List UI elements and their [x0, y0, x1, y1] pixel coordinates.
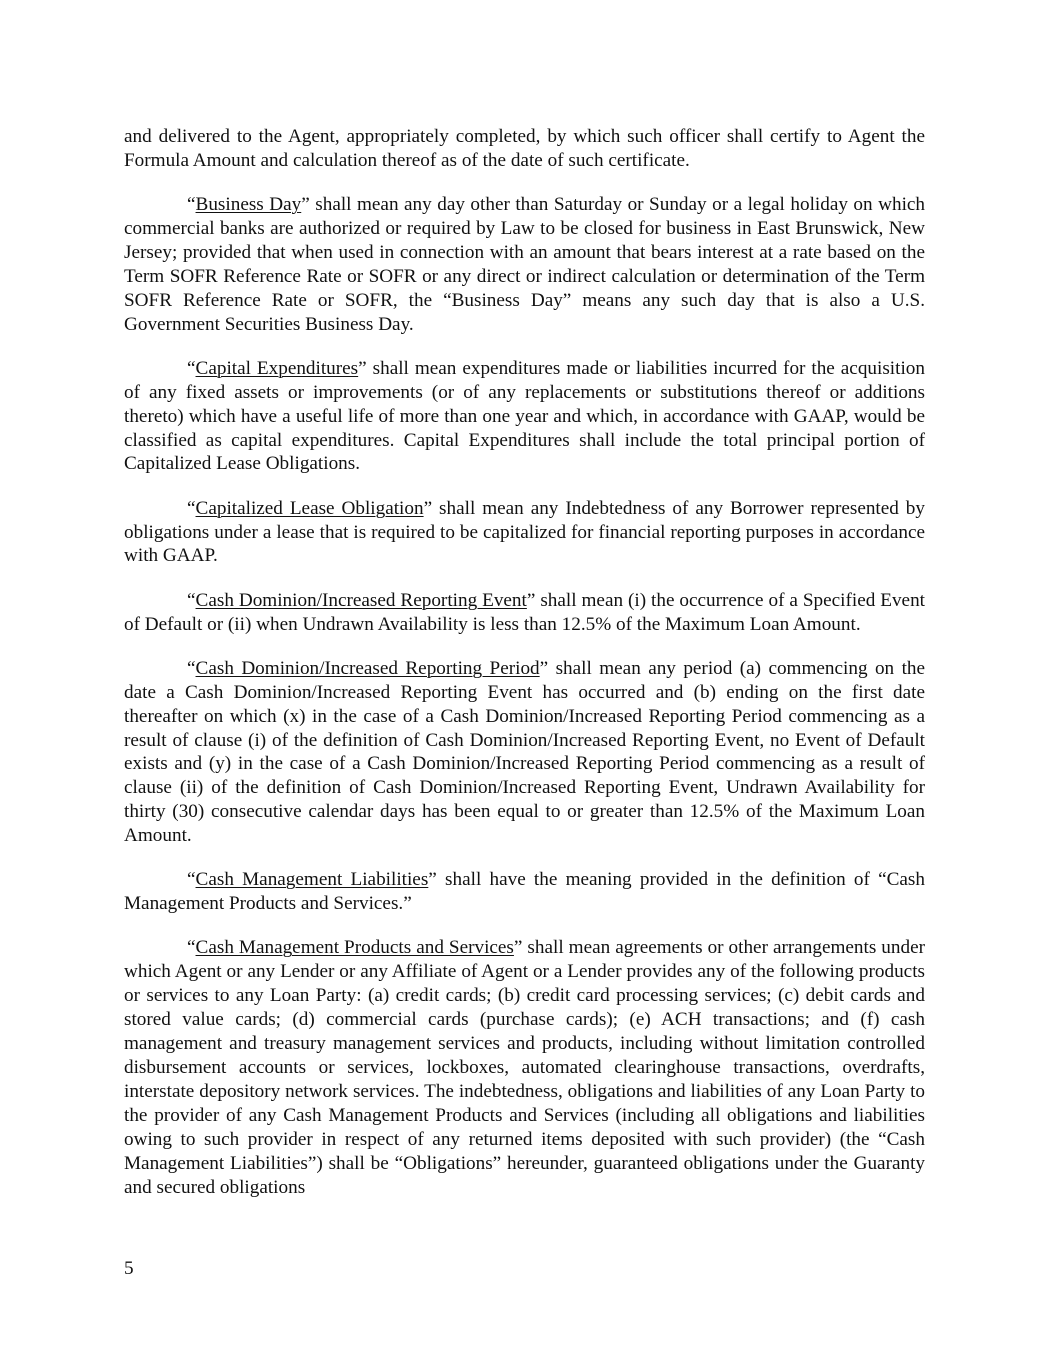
defined-term: Capital Expenditures	[195, 357, 359, 379]
definition-capital-expenditures: “Capital Expenditures” shall mean expenditures made or liabilities incurred for the acquisition of any fixed assets or improvements (or of any replacements or substitutions thereof or additions thereto) which have a useful life of more than one year and which, in accordance with GAAP, would be classified as capital expenditures. Capital Expenditures shall include the total principal portion of Capitalized Lease Obligations.	[124, 357, 925, 475]
definition-business-day: “Business Day” shall mean any day other than Saturday or Sunday or a legal holiday on which commercial banks are authorized or required by Law to be closed for business in East Brunswick, New Jersey; provided that when used in connection with an amount that bears interest at a rate based on the Term SOFR Reference Rate or SOFR or any direct or indirect calculation or determination of the Term SOFR Reference Rate or SOFR, the “Business Day” means any such day that is also a U.S. Government Securities Business Day.	[124, 194, 926, 335]
defined-term: Cash Management Products and Services	[195, 937, 514, 959]
definition-capitalized-lease-obligation: “Capitalized Lease Obligation” shall mean any Indebtedness of any Borrower represented by obligations under a lease that is required to be capitalized for financial reporting purposes in accordance with GAAP.	[124, 497, 925, 567]
defined-term: Cash Management Liabilities	[195, 869, 429, 891]
definition-text: shall mean (i) the occurrence of a Specified Event of Default or (ii) when Undrawn Availability is less than 12.5% of the Maximum Loan Amount.	[124, 589, 925, 635]
definition-cash-dominion-period: “Cash Dominion/Increased Reporting Period” shall mean any period (a) commencing on the date a Cash Dominion/Increased Reporting Event has occurred and (b) ending on the first date thereafter on which (x) in the case of a Cash Dominion/Increased Reporting Period commencing as a result of clause (i) of the definition of Cash Dominion/Increased Reporting Event, no Event of Default exists and (y) in the case of a Cash Dominion/Increased Reporting Period commencing as a result of clause (ii) of the definition of Cash Dominion/Increased Reporting Event, Undrawn Availability for thirty (30) consecutive calendar days has been equal to or greater than 12.5% of the Maximum Loan Amount.	[124, 657, 926, 847]
page-number: 5	[124, 1258, 134, 1279]
defined-term: Capitalized Lease Obligation	[195, 497, 424, 519]
definition-text: shall mean any day other than Saturday or Sunday or a legal holiday on which commercial banks are authorized or required by Law to be closed for business in East Brunswick, New Jersey; provided that when used in connection with an amount that bears interest at a rate based on the Term SOFR Reference Rate or SOFR or any direct or indirect calculation or determination of the Term SOFR Reference Rate or SOFR, the “Business Day” means any such day that is also a U.S. Government Securities Business Day.	[124, 194, 926, 335]
defined-term: Cash Dominion/Increased Reporting Period	[195, 657, 540, 679]
definition-text: shall mean any Indebtedness of any Borrower represented by obligations under a lease that is required to be capitalized for financial reporting purposes in accordance with GAAP.	[124, 497, 925, 567]
document-body	[124, 125, 925, 1220]
definition-text: shall mean any period (a) commencing on the date a Cash Dominion/Increased Reporting Event has occurred and (b) ending on the first date thereafter on which (x) in the case of a Cash Dominion/Increased Reporting Period commencing as a result of clause (i) of the definition of Cash Dominion/Increased Reporting Event, no Event of Default exists and (y) in the case of a Cash Dominion/Increased Reporting Period commencing as a result of clause (ii) of the definition of Cash Dominion/Increased Reporting Event, Undrawn Availability for thirty (30) consecutive calendar days has been equal to or greater than 12.5% of the Maximum Loan Amount.	[124, 657, 926, 847]
defined-term: Business Day	[195, 194, 302, 216]
definition-cash-dominion-event: “Cash Dominion/Increased Reporting Event” shall mean (i) the occurrence of a Specified Event of Default or (ii) when Undrawn Availability is less than 12.5% of the Maximum Loan Amount.	[124, 589, 925, 635]
defined-term: Cash Dominion/Increased Reporting Event	[195, 589, 527, 611]
definition-text: shall have the meaning provided in the definition of “Cash Management Products and Services.”	[124, 869, 925, 915]
opening-paragraph: and delivered to the Agent, appropriately completed, by which such officer shall certify to Agent the Formula Amount and calculation thereof as of the date of such certificate.	[124, 126, 925, 171]
definition-text: shall mean expenditures made or liabilities incurred for the acquisition of any fixed assets or improvements (or of any replacements or substitutions thereof or additions thereto) which have a useful life of more than one year and which, in accordance with GAAP, would be classified as capital expenditures. Capital Expenditures shall include the total principal portion of Capitalized Lease Obligations.	[124, 357, 925, 475]
definition-cash-management-liabilities: “Cash Management Liabilities” shall have the meaning provided in the definition of “Cash Management Products and Services.”	[124, 869, 925, 915]
definition-cash-management-products: “Cash Management Products and Services” shall mean agreements or other arrangements under which Agent or any Lender or any Affiliate of Agent or a Lender provides any of the following products or services to any Loan Party: (a) credit cards; (b) credit card processing services; (c) debit cards and stored value cards; (d) commercial cards (purchase cards); (e) ACH transactions; and (f) cash management and treasury management services and products, including without limitation controlled disbursement accounts or services, lockboxes, automated clearinghouse transactions, overdrafts, interstate depository network services. The indebtedness, obligations and liabilities of any Loan Party to the provider of any Cash Management Products and Services (including all obligations and liabilities owing to such provider in respect of any returned items deposited with such provider) (the “Cash Management Liabilities”) shall be “Obligations” hereunder, guaranteed obligations under the Guaranty and secured obligations	[124, 937, 925, 1198]
definition-text: shall mean agreements or other arrangements under which Agent or any Lender or any Affiliate of Agent or a Lender provides any of the following products or services to any Loan Party: (a) credit cards; (b) credit card processing services; (c) debit cards and stored value cards; (d) commercial cards (purchase cards); (e) ACH transactions; and (f) cash management and treasury management services and products, including without limitation controlled disbursement accounts or services, lockboxes, automated clearinghouse transactions, overdrafts, interstate depository network services. The indebtedness, obligations and liabilities of any Loan Party to the provider of any Cash Management Products and Services (including all obligations and liabilities owing to such provider in respect of any returned items deposited with such provider) (the “Cash Management Liabilities”) shall be “Obligations” hereunder, guaranteed obligations under the Guaranty and secured obligations	[124, 937, 925, 1198]
